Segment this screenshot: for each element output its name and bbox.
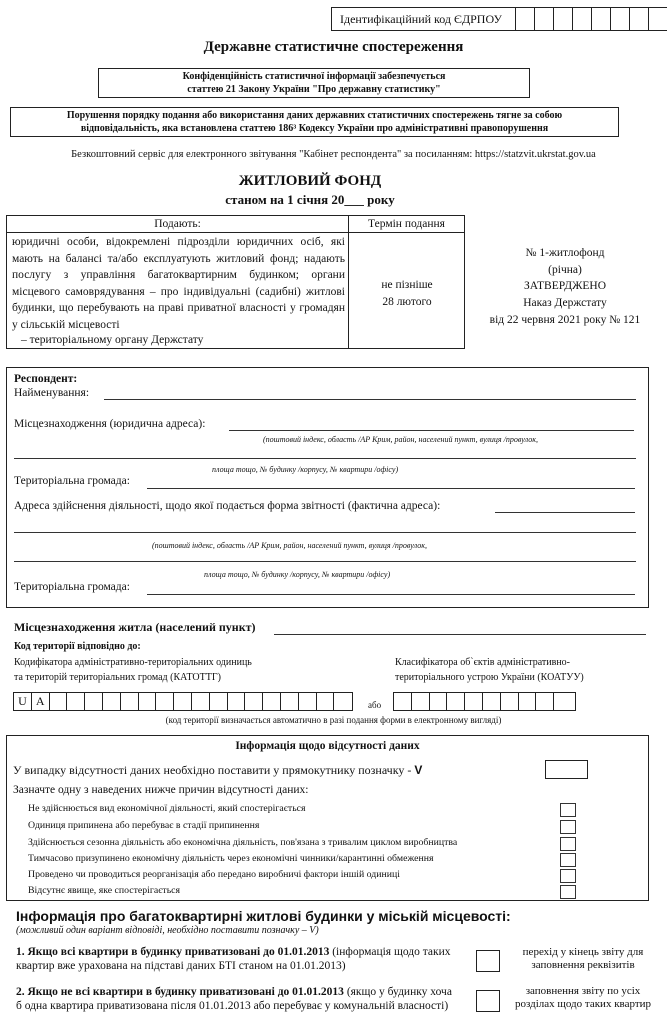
instruction-text: У випадку відсутності даних необхідно поставити у прямокутнику позначку - [13,763,415,777]
reason-checkbox[interactable] [560,837,576,851]
order-date: від 22 червня 2021 року № 121 [489,313,641,326]
reason-checkbox[interactable] [560,820,576,834]
edrpou-label: Ідентифікаційний код ЄДРПОУ [332,8,516,30]
edrpou-cell[interactable] [630,8,649,30]
katottg-line: та територій територіальних громад (КАТОТТГ) [14,672,221,683]
option-2-text [16,986,456,1013]
edrpou-cell[interactable] [535,8,554,30]
header-deadline: Термін подання [348,216,464,233]
koatuu-cell[interactable] [465,693,483,710]
edrpou-cell[interactable] [573,8,592,30]
katottg-cell[interactable] [121,693,139,710]
legal-address-input-line2[interactable] [14,458,636,459]
option-1-action: перехід у кінець звіту для заповнення реквізитів [522,946,644,971]
missing-data-instruction [13,763,422,778]
name-label: Найменування: [14,387,90,399]
territory-code-header: Код території відповідно до: [14,641,141,652]
deadline-text [349,277,465,310]
approved-label: ЗАТВЕРДЖЕНО [523,280,607,293]
submission-table [6,215,465,349]
form-title: ЖИТЛОВИЙ ФОНД [238,173,382,189]
reason-label: Не здійснюється вид економічної діяльності, який спостерігається [28,803,306,814]
missing-data-title: Інформація щодо відсутності даних [235,740,420,752]
confidentiality-line: статтею 21 Закону України "Про державну статистику" [187,84,441,95]
katottg-cell[interactable] [334,693,352,710]
katottg-cell[interactable] [103,693,121,710]
confidentiality-line: Конфіденційність статистичної інформації забезпечується [182,71,446,82]
submitters-text: юридичні особи, відокремлені підрозділи юридичних осіб, які мають на балансі та/або експлуатують житловий фонд; надають послугу з управління багатоквартирним будинком; органи місцевого самоврядування – про індивідуальні (садибні) житлові будинки, що перебувають на праві приватної власності у громадян у сільській місцевості [12,236,345,331]
respondent-title: Респондент: [14,373,78,385]
edrpou-cell[interactable] [611,8,630,30]
deadline-line: 28 лютого [382,295,432,308]
form-approval-info [470,245,660,329]
reasons-header: Зазначте одну з наведених нижче причин відсутності даних: [13,784,309,796]
reason-label: Відсутнє явище, яке спостерігається [28,885,181,896]
koatuu-cell[interactable] [554,693,572,710]
katottg-cell[interactable] [156,693,174,710]
address-hint: площа тощо, № будинку /корпусу, № квартири /офісу) [212,465,399,474]
koatuu-cell[interactable] [501,693,519,710]
option-2-action: заповнення звіту по усіх розділах щодо таких квартир [514,985,652,1010]
katottg-cell[interactable] [210,693,228,710]
option-1-detail: (інформація щодо таких квартир вже урахована на підставі даних БТІ станом на 01.01.2013) [16,946,451,972]
community-label: Територіальна громада: [14,581,130,593]
address-hint: площа тощо, № будинку /корпусу, № квартири /офісу) [204,570,391,579]
violation-line: відповідальність, яка встановлена статтею 186³ Кодексу України про адміністративні правопорушення [80,123,549,134]
actual-address-input-line2[interactable] [14,532,636,533]
community-label: Територіальна громада: [14,475,130,487]
name-input[interactable] [104,399,636,400]
violation-notice [10,107,619,137]
koatuu-cell[interactable] [430,693,448,710]
legal-address-label: Місцезнаходження (юридична адреса): [14,418,206,430]
reason-label: Одиниця припинена або перебуває в стадії припинення [28,820,260,831]
form-subtitle: станом на 1 січня 20___ року [225,192,395,207]
katottg-cell[interactable] [139,693,157,710]
katottg-cell: A [32,693,50,710]
territory-code-note: (код території визначається автоматично в разі подання форми в електронному вигляді) [165,715,502,725]
form-number: № 1-житлофонд [525,247,605,259]
confidentiality-notice [98,68,530,98]
multiflat-title: Інформація про багатоквартирні житлові будинки у міській місцевості: [16,908,511,924]
katottg-cell[interactable] [317,693,335,710]
reason-label: Проведено чи проводиться реорганізація або передано виробничі фактори іншій одиниці [28,869,400,880]
option-1-text [16,946,456,973]
katottg-cell[interactable] [50,693,68,710]
koatuu-line: Класифікатора об`єктів адміністративно- [395,657,571,668]
header-submitters: Подають: [7,216,348,233]
koatuu-line: територіального устрою України (КОАТУУ) [395,672,584,683]
legal-address-input[interactable] [229,430,634,431]
koatuu-cell[interactable] [394,693,412,710]
edrpou-cell[interactable] [516,8,535,30]
reason-checkbox[interactable] [560,885,576,899]
katottg-cell[interactable] [228,693,246,710]
community-input[interactable] [147,488,635,489]
or-label: або [368,700,382,710]
katottg-cell[interactable] [245,693,263,710]
koatuu-code-field [393,692,576,711]
katottg-cell: U [14,693,32,710]
option-1-condition: 1. Якщо всі квартири в будинку приватизовані до 01.01.2013 [16,946,330,958]
housing-location-label: Місцезнаходження житла (населений пункт) [14,620,256,634]
submit-destination: – територіальному органу Держстату [21,334,204,346]
document-heading: Державне статистичне спостереження [203,39,464,55]
option-1-checkbox[interactable] [476,950,500,972]
katottg-cell[interactable] [192,693,210,710]
koatuu-cell[interactable] [536,693,554,710]
mark-symbol: V [414,763,423,777]
violation-line: Порушення порядку подання або використання даних державних статистичних спостережень тягне за собою [66,110,563,121]
order-label: Наказ Держстату [523,297,607,310]
housing-location-input[interactable] [274,634,646,635]
form-periodicity: (річна) [548,263,582,276]
option-2-condition: 2. Якщо не всі квартири в будинку приватизовані до 01.01.2013 [16,986,344,998]
edrpou-cell[interactable] [649,8,667,30]
katottg-code-field [13,692,353,711]
katottg-cell[interactable] [85,693,103,710]
koatuu-cell[interactable] [447,693,465,710]
edrpou-cell[interactable] [554,8,573,30]
no-data-checkbox[interactable] [545,760,588,779]
actual-address-input[interactable] [495,512,635,513]
actual-address-input-line3[interactable] [14,561,636,562]
edrpou-code-field [331,7,667,31]
actual-address-label: Адреса здійснення діяльності, щодо якої подається форма звітності (фактична адреса): [14,500,441,512]
address-hint: (поштовий індекс, область /АР Крим, район, населений пункт, вулиця /провулок, [152,541,427,550]
community-input[interactable] [147,594,635,595]
reason-checkbox[interactable] [560,853,576,867]
option-2-checkbox[interactable] [476,990,500,1012]
multiflat-note: (можливий один варіант відповіді, необхідно поставити позначку – V) [16,925,319,936]
reason-checkbox[interactable] [560,803,576,817]
katottg-cell[interactable] [281,693,299,710]
katottg-cell[interactable] [67,693,85,710]
edrpou-cell[interactable] [592,8,611,30]
reason-label: Здійснюється сезонна діяльність або економічна діяльність, пов'язана з тривалим циклом виробництва [28,837,458,848]
deadline-line: не пізніше [381,279,433,291]
reason-checkbox[interactable] [560,869,576,883]
koatuu-cell[interactable] [519,693,537,710]
reason-label: Тимчасово призупинено економічну діяльність через економічні чинники/карантинні обмеження [28,853,434,864]
koatuu-cell[interactable] [483,693,501,710]
missing-data-section [6,735,649,901]
katottg-cell[interactable] [174,693,192,710]
katottg-cell[interactable] [299,693,317,710]
option-2-detail: (якщо у будинку хоча б одна квартира приватизована після 01.01.2013 або перебуває у комунальній власності) [16,986,452,1012]
katottg-cell[interactable] [263,693,281,710]
respondent-section [6,367,649,608]
address-hint: (поштовий індекс, область /АР Крим, район, населений пункт, вулиця /провулок, [263,435,538,444]
koatuu-label [395,655,584,685]
koatuu-cell[interactable] [412,693,430,710]
katottg-label [14,655,252,685]
service-link-text: Безкоштовний сервіс для електронного звітування "Кабінет респондента" за посиланням: https://statzvit.ukrstat.gov.ua [71,149,596,160]
katottg-line: Кодифікатора адміністративно-територіальних одиниць [14,657,252,668]
